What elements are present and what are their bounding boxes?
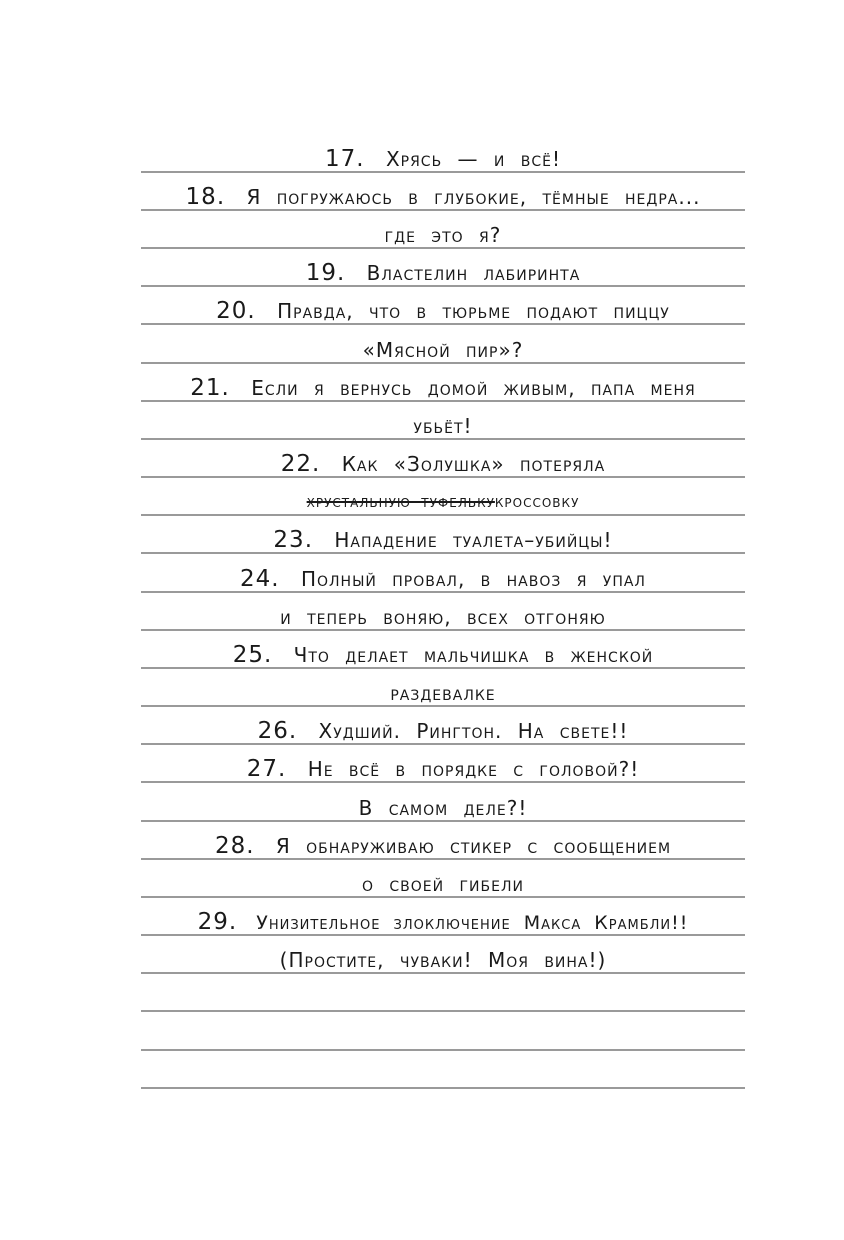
- chapter-number: 22.: [280, 451, 321, 477]
- chapter-19-title: [141, 260, 745, 286]
- chapter-number: 25.: [232, 642, 273, 668]
- chapter-title: Не всё в порядке с головой?!: [307, 757, 640, 781]
- chapter-number: 23.: [273, 527, 313, 553]
- chapter-number: 26.: [257, 718, 298, 744]
- chapter-26-title: [141, 718, 745, 744]
- chapter-number: 28.: [214, 833, 255, 859]
- ruled-line: [141, 1087, 745, 1089]
- chapter-28-continuation: [141, 871, 745, 897]
- chapter-title: Унизительное злоключение Макса Крамбли!!: [256, 912, 689, 934]
- chapter-20-continuation: [141, 337, 745, 363]
- chapter-title: Худший. Рингтон. На свете!!: [318, 719, 629, 743]
- chapter-18-title: [141, 184, 745, 210]
- chapter-title: Если я вернусь домой живым, папа меня: [251, 376, 696, 400]
- chapter-number: 18.: [185, 184, 226, 210]
- chapter-number: 17.: [325, 146, 365, 172]
- chapter-number: 19.: [305, 260, 346, 286]
- chapter-29-title: [141, 909, 745, 936]
- chapter-title: Я обнаруживаю стикер с сообщением: [275, 834, 672, 858]
- chapter-22-continuation: [141, 489, 745, 515]
- chapter-18-continuation: [141, 222, 745, 248]
- chapter-title-continuation: убьёт!: [413, 414, 473, 438]
- chapter-title-continuation: о своей гибели: [362, 872, 524, 896]
- chapter-title: Нападение туалета–убийцы!: [334, 528, 613, 552]
- chapter-24-continuation: [141, 604, 745, 630]
- chapter-number: 29.: [197, 909, 238, 935]
- chapter-29-continuation: [141, 947, 745, 973]
- chapter-title-continuation: раздевалке: [390, 681, 496, 705]
- chapter-title: Правда, что в тюрьме подают пиццу: [277, 299, 670, 323]
- chapter-27-title: [141, 756, 745, 782]
- chapter-23-title: [141, 527, 745, 553]
- chapter-24-title: [141, 566, 745, 592]
- chapter-21-title: [141, 375, 745, 401]
- chapter-title-continuation: кроссовку: [494, 492, 580, 512]
- chapter-number: 27.: [246, 756, 287, 782]
- chapter-title: Как «Золушка» потеряла: [341, 452, 606, 476]
- chapter-28-title: [141, 833, 745, 859]
- chapter-title: Хрясь — и всё!: [385, 147, 561, 171]
- chapter-number: 20.: [216, 298, 256, 324]
- chapter-title: Что делает мальчишка в женской: [293, 643, 654, 667]
- chapter-17-title: [141, 146, 745, 172]
- chapter-title-continuation: и теперь воняю, всех отгоняю: [280, 605, 606, 629]
- chapter-number: 21.: [190, 375, 230, 401]
- chapter-title: Я погружаюсь в глубокие, тёмные недра...: [246, 185, 701, 209]
- chapter-title: Властелин лабиринта: [366, 261, 581, 285]
- chapter-number: 24.: [240, 566, 280, 592]
- chapter-title: Полный провал, в навоз я упал: [300, 567, 646, 591]
- ruled-line: [141, 1010, 745, 1012]
- chapter-title-continuation: (Простите, чуваки! Моя вина!): [279, 948, 607, 972]
- struck-out-text: хрустальную туфельку: [306, 492, 495, 512]
- chapter-title-continuation: где это я?: [384, 223, 502, 247]
- chapter-27-continuation: [141, 795, 745, 821]
- chapter-20-title: [141, 298, 745, 324]
- chapter-25-title: [141, 642, 745, 668]
- ruled-line: [141, 1049, 745, 1051]
- chapter-25-continuation: [141, 680, 745, 706]
- chapter-22-title: [141, 451, 745, 477]
- chapter-21-continuation: [141, 413, 745, 439]
- chapter-title-continuation: «Мясной пир»?: [362, 338, 524, 362]
- chapter-title-continuation: В самом деле?!: [358, 796, 528, 820]
